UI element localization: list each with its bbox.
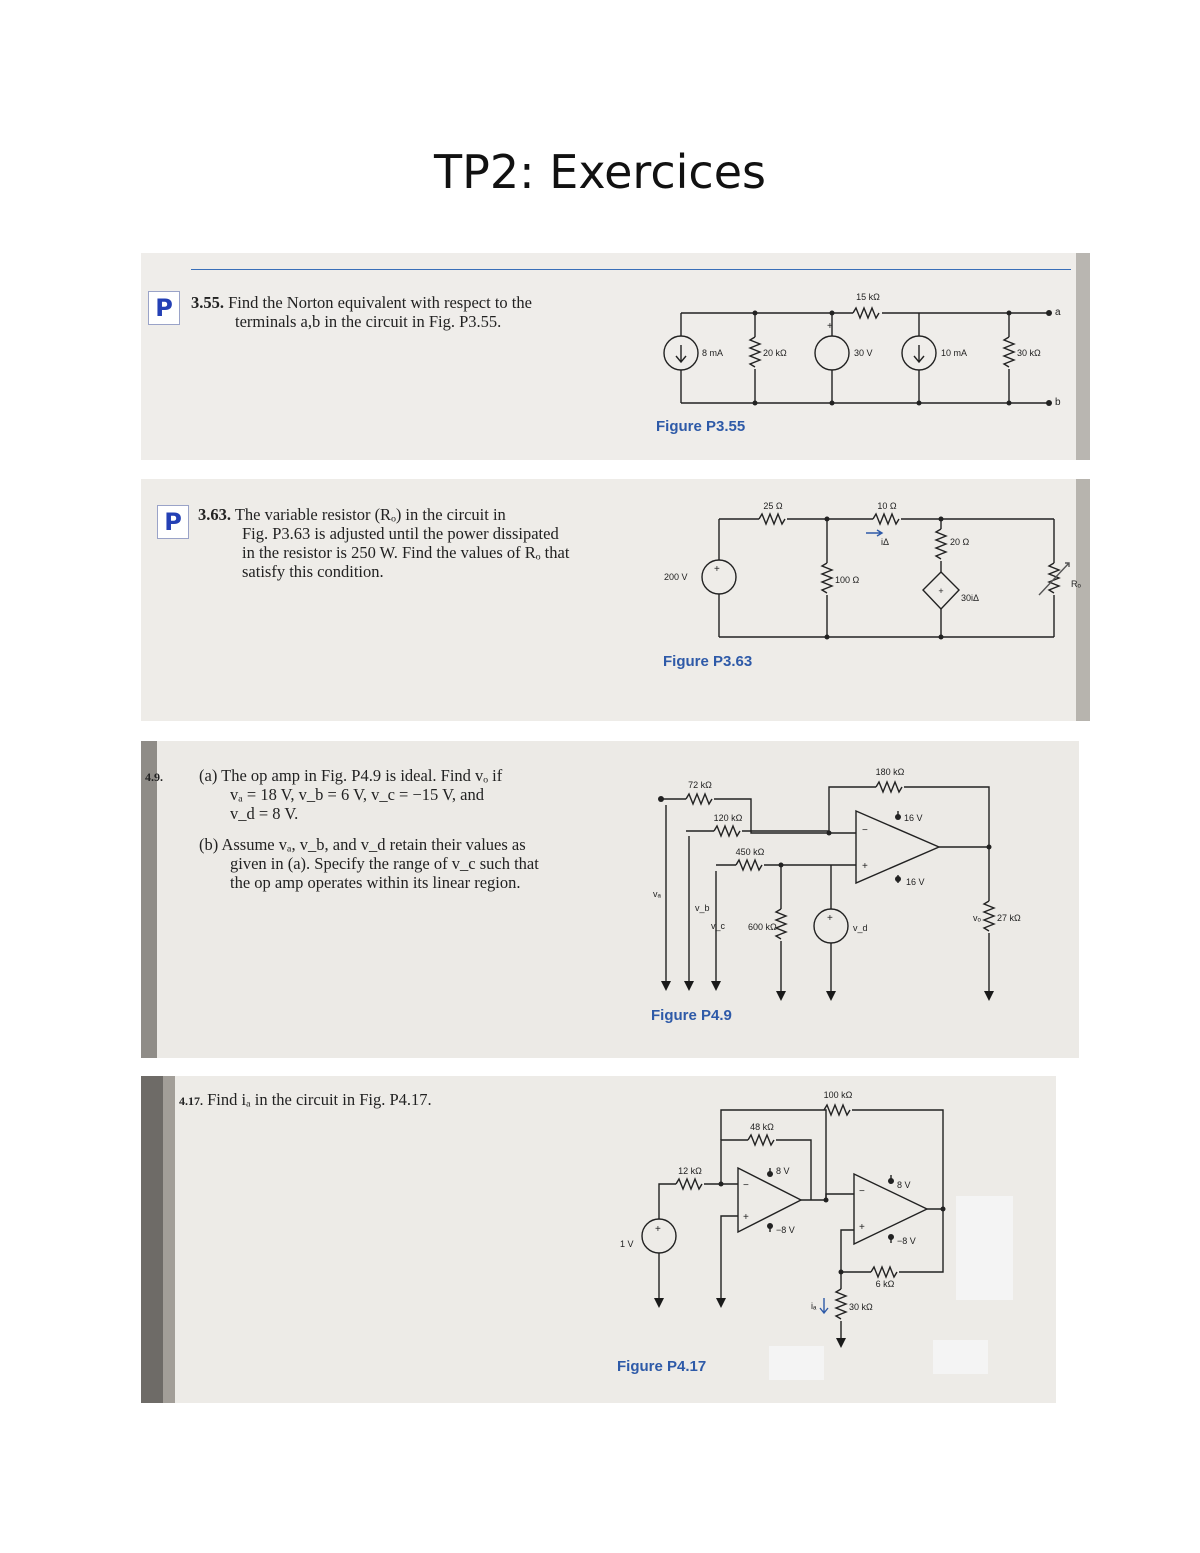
- label-12k: 12 kΩ: [678, 1166, 702, 1176]
- label-minus: −: [859, 1186, 865, 1197]
- problem-line: in the resistor is 250 W. Find the values of Rₒ that: [242, 543, 570, 562]
- figure-caption: Figure P4.9: [651, 1007, 732, 1024]
- label-ia: iΔ: [881, 537, 890, 547]
- label-10: 10 Ω: [877, 501, 897, 511]
- problem-line: vₐ = 18 V, v_b = 6 V, v_c = −15 V, and: [230, 785, 484, 804]
- problem-4-17-scan: [141, 1076, 1056, 1403]
- label-120k: 120 kΩ: [713, 813, 743, 823]
- label-ia: iₐ: [811, 1301, 817, 1311]
- label-plus: +: [859, 1222, 865, 1233]
- label-minus: −: [862, 825, 868, 836]
- problem-line: terminals a,b in the circuit in Fig. P3.55.: [235, 312, 502, 331]
- label-plus: +: [862, 861, 868, 872]
- label-plus: +: [827, 913, 833, 924]
- label-30k: 30 kΩ: [1017, 348, 1041, 358]
- label-180k: 180 kΩ: [875, 767, 905, 777]
- page-title: TP2: Exercices: [434, 145, 766, 199]
- problem-number: 4.9.: [145, 770, 163, 784]
- p-icon: P: [157, 505, 189, 539]
- label-30k: 30 kΩ: [849, 1302, 873, 1312]
- problem-line: (b) Assume vₐ, v_b, and v_d retain their values as: [199, 835, 526, 854]
- label-8v-1: 8 V: [776, 1166, 790, 1176]
- label-450k: 450 kΩ: [735, 847, 765, 857]
- label-8ma: 8 mA: [702, 348, 724, 358]
- problem-line: Find iₐ in the circuit in Fig. P4.17.: [207, 1090, 432, 1109]
- label-200v: 200 V: [664, 572, 688, 582]
- figure-p4-17-circuit: [141, 1076, 1056, 1403]
- label-27k: 27 kΩ: [997, 913, 1021, 923]
- label-48k: 48 kΩ: [750, 1122, 774, 1132]
- problem-4-9-scan: [141, 741, 1079, 1058]
- problem-line: satisfy this condition.: [242, 562, 384, 581]
- figure-caption: Figure P4.17: [617, 1358, 707, 1375]
- p-icon: P: [148, 291, 180, 325]
- label-10ma: 10 mA: [941, 348, 968, 358]
- label-plus: +: [714, 564, 720, 575]
- label-plus: +: [827, 321, 833, 332]
- label-20: 20 Ω: [950, 537, 970, 547]
- figure-caption: Figure P3.63: [663, 653, 753, 670]
- label-vb: v_b: [695, 903, 710, 913]
- label-minus8v-2: −8 V: [897, 1236, 916, 1246]
- problem-number: 4.17.: [179, 1094, 203, 1108]
- figure-p3-55-circuit: [141, 253, 1090, 460]
- label-16v-top: 16 V: [904, 813, 923, 823]
- problem-line: The variable resistor (Rₒ) in the circuit in: [234, 505, 506, 524]
- label-6k: 6 kΩ: [875, 1279, 895, 1289]
- label-15k: 15 kΩ: [856, 292, 880, 302]
- label-plus: +: [655, 1224, 661, 1235]
- label-plus: +: [743, 1212, 749, 1223]
- label-1v: 1 V: [620, 1239, 634, 1249]
- label-minus: +: [938, 586, 944, 596]
- label-vo: vₒ: [973, 913, 981, 923]
- problem-line: the op amp operates within its linear region.: [230, 873, 521, 892]
- problem-number: 3.63.: [198, 505, 231, 524]
- label-20k: 20 kΩ: [763, 348, 787, 358]
- problem-3-63-scan: [141, 479, 1090, 721]
- label-100: 100 Ω: [835, 575, 860, 585]
- problem-line: Find the Norton equivalent with respect to the: [228, 293, 532, 312]
- label-16v-bottom: 16 V: [906, 877, 925, 887]
- label-minus: −: [743, 1180, 749, 1191]
- terminal-b: b: [1055, 397, 1061, 408]
- label-vd: v_d: [853, 923, 868, 933]
- label-va: vₐ: [653, 889, 661, 899]
- label-ro: Rₒ: [1071, 579, 1081, 589]
- label-25: 25 Ω: [763, 501, 783, 511]
- label-600k: 600 kΩ: [748, 922, 777, 932]
- problem-3-55-scan: [141, 253, 1090, 460]
- problem-number: 3.55.: [191, 293, 224, 312]
- label-30ia: 30iΔ: [961, 593, 980, 603]
- problem-line: given in (a). Specify the range of v_c such that: [230, 854, 539, 873]
- figure-p4-9-circuit: [141, 741, 1079, 1058]
- figure-p3-63-circuit: [141, 479, 1090, 721]
- label-72k: 72 kΩ: [688, 780, 712, 790]
- label-100k: 100 kΩ: [823, 1090, 853, 1100]
- problem-line: (a) The op amp in Fig. P4.9 is ideal. Find vₒ if: [199, 766, 503, 785]
- problem-line: v_d = 8 V.: [230, 804, 299, 823]
- label-minus8v-1: −8 V: [776, 1225, 795, 1235]
- problem-line: Fig. P3.63 is adjusted until the power dissipated: [242, 524, 559, 543]
- label-30v: 30 V: [854, 348, 873, 358]
- label-vc: v_c: [711, 921, 726, 931]
- label-8v-2: 8 V: [897, 1180, 911, 1190]
- figure-caption: Figure P3.55: [656, 418, 746, 435]
- terminal-a: a: [1055, 307, 1061, 318]
